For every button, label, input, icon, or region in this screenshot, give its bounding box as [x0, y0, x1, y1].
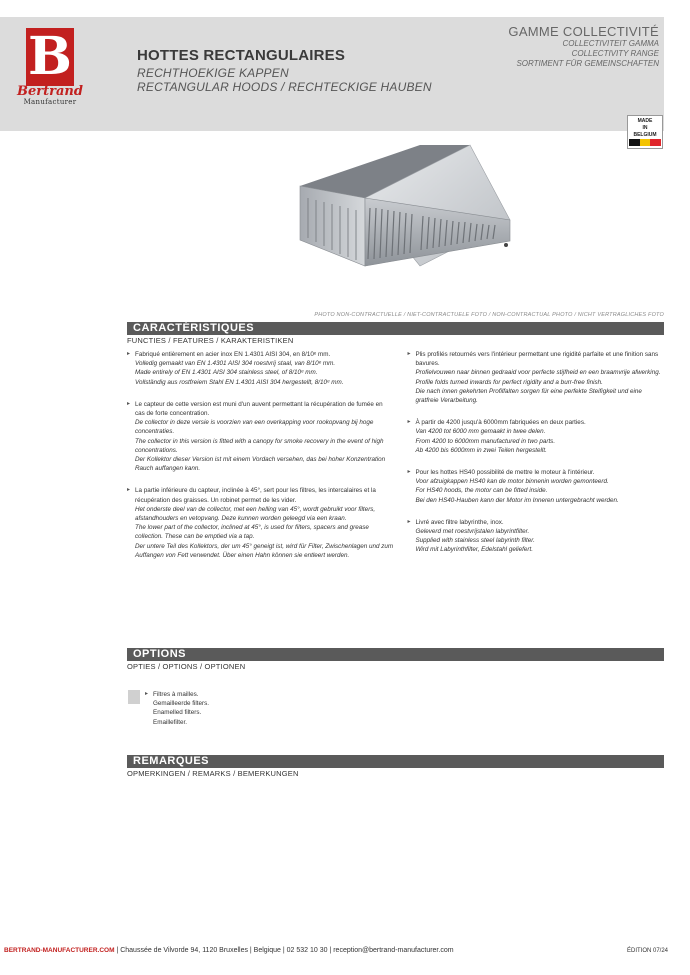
feature-item: ▸ Fabriqué entièrement en acier inox EN 1.4301 AISI 304, en 8/10ᵉ mm. Volledig gemaakt van EN 1.4301 AISI 304 roestvrij staal, van 8/10ᵉ mm. Made entirely of EN 1.4301 AISI 304 stainless steel, of 8/10ᵉ mm. Vollständig aus rostfreiem Stahl EN 1.4301 AISI 304 hergestellt, 8/10ᵉ mm.: [127, 350, 393, 387]
remarks-subheading: OPMERKINGEN / REMARKS / BEMERKUNGEN: [127, 769, 299, 778]
option-item: [128, 690, 209, 727]
logo-subtitle: Manufacturer: [23, 98, 77, 106]
range-subtitle-en: COLLECTIVITY RANGE: [571, 49, 659, 58]
feature-item: ▸ Livré avec filtre labyrinthe, inox. Geleverd met roestvrijstalen labyrintfilter. Supplied with stainless steel labyrinth filter. Wird mit Labyrinthfilter, Edelstahl geliefert.: [407, 518, 664, 555]
feature-item: ▸ À partir de 4200 jusqu'à 6000mm fabriquées en deux parties. Van 4200 tot 6000 mm gemaakt in twee delen. From 4200 to 6000mm manufactured in two parts. Ab 4200 bis 6000mm in zwei Teilen hergestellt.: [407, 418, 664, 455]
product-title: HOTTES RECTANGULAIRES: [137, 47, 346, 64]
made-in-belgium-badge: [627, 115, 663, 149]
remarks-heading: REMARQUES: [127, 755, 664, 768]
range-subtitle-nl: COLLECTIVITEIT GAMMA: [562, 39, 659, 48]
product-subtitle-nl: RECHTHOEKIGE KAPPEN: [137, 66, 289, 80]
footer-website-link[interactable]: BERTRAND-MANUFACTURER.COM: [4, 947, 115, 954]
features-right-column: [407, 350, 664, 573]
logo-name: Bertrand: [17, 84, 83, 99]
footer-address: | Chaussée de Vilvorde 94, 1120 Bruxelles | Belgique | 02 532 10 30 | reception@bertrand-manufacturer.com: [114, 947, 454, 954]
belgium-flag-icon: [629, 139, 661, 146]
feature-item: ▸ Plis profilés retournés vers l'intérieur permettant une rigidité parfaite et une finition sans bavures. Profielvouwen naar binnen gedraaid voor perfecte stijfheid en een braamvrije afwerking. Profile folds turned inwards for perfect rigidity and a burr-free finish. Die nach innen gekehrten Profilfalten sorgen für eine perfekte Steifigkeit und eine gratfreie Verarbeitung.: [407, 350, 664, 405]
characteristics-subheading: FUNCTIES / FEATURES / KARAKTERISTIKEN: [127, 336, 294, 345]
features-left-column: [127, 350, 393, 573]
made-label: MADE: [637, 118, 653, 124]
logo-badge: [26, 28, 74, 86]
option-checkbox[interactable]: [128, 690, 140, 704]
range-subtitle-de: SORTIMENT FÜR GEMEINSCHAFTEN: [516, 59, 659, 68]
company-logo: [14, 28, 86, 106]
option-text: ▸ Filtres à mailles. Gemailleerde filters. Enamelled filters. Emaillefilter.: [145, 690, 209, 727]
footer: [4, 947, 664, 954]
options-subheading: OPTIES / OPTIONS / OPTIONEN: [127, 662, 246, 671]
country-label: BELGIUM: [633, 132, 657, 138]
product-photo: [270, 138, 530, 298]
characteristics-heading: CARACTÉRISTIQUES: [127, 322, 664, 335]
features-columns: [127, 350, 664, 573]
range-label: [508, 24, 659, 69]
product-subtitle-en-de: RECTANGULAR HOODS / RECHTECKIGE HAUBEN: [137, 80, 432, 94]
feature-item: ▸ Pour les hottes HS40 possibilité de mettre le moteur à l'intérieur. Voor afzuigkappen HS40 kan de motor binnenin worden gemonteerd. For HS40 hoods, the motor can be fitted inside. Bei den HS40-Hauben kann der Motor im Inneren untergebracht werden.: [407, 468, 664, 505]
in-label: IN: [642, 125, 648, 131]
feature-item: ▸ La partie inférieure du capteur, inclinée à 45°, sert pour les filtres, les intercalaires et la récupération des graisses. Un robinet permet de les vider. Het onderste deel van de collector, met een helling van 45°, wordt gebruikt voor filters, afstandhouders en vetopvang. Deze kunnen worden geleegd via een kraan. The lower part of the collector, inclined at 45°, is used for filters, spacers and grease collection. These can be emptied via a tap. Der untere Teil des Kollektors, der um 45° geneigt ist, wird für Filter, Zwischenlagen und zum Auffangen von Fett verwendet. Über einen Hahn können sie entleert werden.: [127, 486, 393, 560]
logo-letter: B: [28, 26, 72, 87]
edition-label: ÉDITION 07/24: [626, 948, 668, 954]
photo-caption: PHOTO NON-CONTRACTUELLE / NIET-CONTRACTUELE FOTO / NON-CONTRACTUAL PHOTO / NICHT VERTRAGLICHES FOTO: [314, 312, 664, 318]
feature-item: ▸ Le capteur de cette version est muni d'un auvent permettant la récupération de fumée en cas de forte concentration. De collector in deze versie is voorzien van een overkapping voor rookopvang bij hoge concentraties. The collector in this version is fitted with a canopy for smoke recovery in the event of high concentrations. Der Kollektor dieser Version ist mit einem Vordach versehen, das bei hoher Konzentration Rauch auffangen kann.: [127, 400, 393, 474]
options-heading: OPTIONS: [127, 648, 664, 661]
range-title: GAMME COLLECTIVITÉ: [508, 24, 659, 39]
